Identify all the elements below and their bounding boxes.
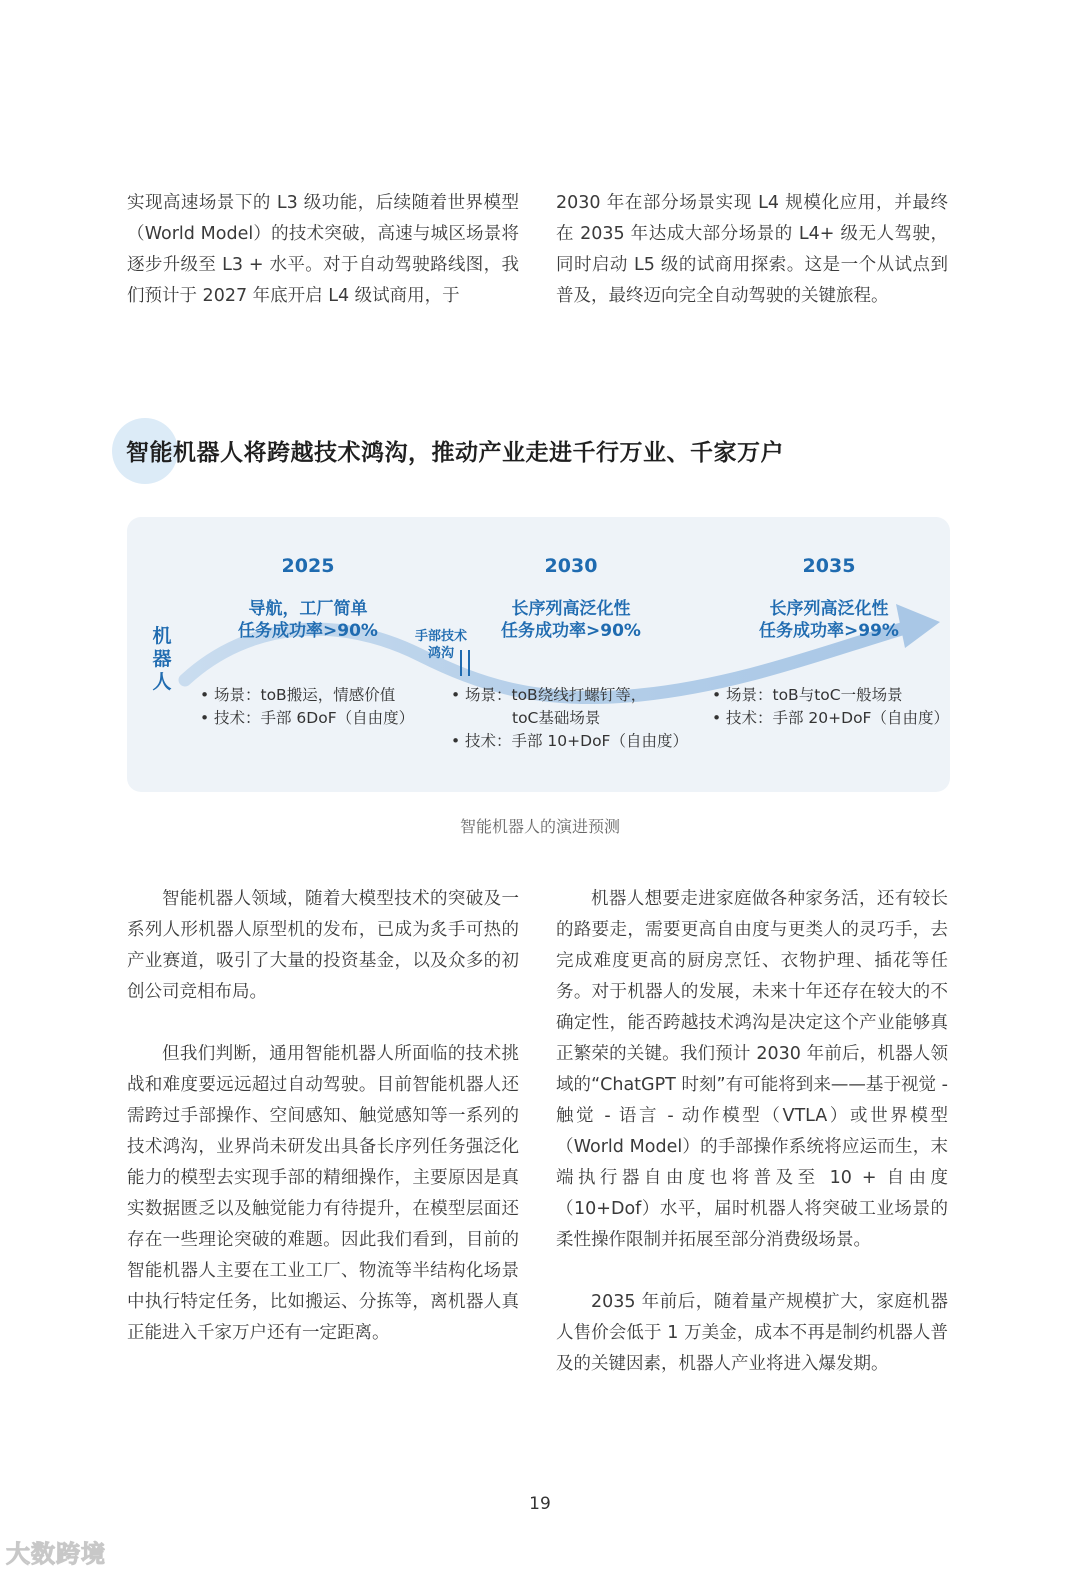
bullets-2030 [451, 684, 688, 753]
goal-2025-line2: 任务成功率>90% [238, 621, 378, 641]
body-right-paragraph-1: 机器人想要走进家庭做各种家务活，还有较长的路要走，需要更高自由度与更类人的灵巧手，去完成难度更高的厨房烹饪、衣物护理、插花等任务。对于机器人的发展，未来十年还存在较大的不确定性，能否跨越技术鸿沟是决定这个产业能够真正繁荣的关键。我们预计 2030 年前后，机器人领域的“ChatGPT 时刻”有可能将到来——基于视觉 - 触觉 - 语言 - 动作模型（VTLA）或世界模型（World Model）的手部操作系统将应运而生，末端执行器自由度也将普及至 10 + 自由度（10+Dof）水平，届时机器人将突破工业场景的柔性操作限制并拓展至部分消费级场景。 [556, 889, 948, 1250]
goal-2035 [759, 598, 899, 642]
body-left-paragraph-2: 但我们判断，通用智能机器人所面临的技术挑战和难度要远远超过自动驾驶。目前智能机器人还需跨过手部操作、空间感知、触觉感知等一系列的技术鸿沟，业界尚未研发出具备长序列任务强泛化能力的模型去实现手部的精细操作，主要原因是真实数据匮乏以及触觉能力有待提升，在模型层面还存在一些理论突破的难题。因此我们看到，目前的智能机器人主要在工业工厂、物流等半结构化场景中执行特定任务，比如搬运、分拣等，离机器人真正能进入千家万户还有一定距离。 [127, 1044, 519, 1343]
year-2035: 2035 [802, 555, 856, 577]
watermark: 大数跨境 [6, 1540, 106, 1568]
gap-label-line1: 手部技术 [414, 629, 468, 644]
body-left-paragraph-1: 智能机器人领域，随着大模型技术的突破及一系列人形机器人原型机的发布，已成为炙手可热的产业赛道，吸引了大量的投资基金，以及众多的初创公司竞相布局。 [127, 889, 519, 1002]
top-paragraph-left: 实现高速场景下的 L3 级功能，后续随着世界模型（World Model）的技术突破，高速与城区场景将逐步升级至 L3 + 水平。对于自动驾驶路线图，我们预计于 2027 年底开启 L4 级试商用，于 [127, 193, 519, 306]
bullets-2035 [712, 684, 949, 730]
tech-2030: • 技术：手部 10+DoF（自由度） [451, 730, 688, 753]
scene-2035: • 场景：toB与toC一般场景 [712, 684, 949, 707]
goal-2030 [501, 598, 641, 642]
tech-2035: • 技术：手部 20+DoF（自由度） [712, 707, 949, 730]
goal-2030-line2: 任务成功率>90% [501, 621, 641, 641]
goal-2035-line1: 长序列高泛化性 [769, 599, 889, 619]
scene-2030: • 场景：toB绕线打螺钉等， [451, 684, 688, 707]
curve-arrowhead [896, 604, 940, 648]
body-right-column [556, 884, 948, 1411]
gap-label-line2: 鸿沟 [427, 646, 455, 661]
tech-2025: • 技术：手部 6DoF（自由度） [200, 707, 414, 730]
figure-caption: 智能机器人的演进预测 [459, 817, 620, 836]
gap-marker-icon [460, 650, 470, 676]
goal-2025 [238, 598, 378, 642]
year-2030: 2030 [544, 555, 598, 577]
body-right-paragraph-2: 2035 年前后，随着量产规模扩大，家庭机器人售价会低于 1 万美金，成本不再是制约机器人普及的关键因素，机器人产业将进入爆发期。 [556, 1292, 948, 1374]
goal-2030-line1: 长序列高泛化性 [511, 599, 631, 619]
page-number: 19 [529, 1494, 551, 1514]
section-heading-text: 智能机器人将跨越技术鸿沟，推动产业走进千行万业、千家万户 [126, 440, 784, 466]
scene-2025: • 场景：toB搬运，情感价值 [200, 684, 414, 707]
scene-2030-cont: toC基础场景 [512, 709, 601, 727]
bullets-2025 [200, 684, 414, 730]
figure-side-label: 机器人 [152, 625, 172, 693]
goal-2035-line2: 任务成功率>99% [759, 621, 899, 641]
top-paragraph-right: 2030 年在部分场景实现 L4 规模化应用，并最终在 2035 年达成大部分场景的 L4+ 级无人驾驶，同时启动 L5 级的试商用探索。这是一个从试点到普及，最终迈向完全自动驾驶的关键旅程。 [556, 193, 948, 306]
body-left-column [127, 884, 519, 1380]
year-2025: 2025 [281, 555, 335, 577]
goal-2025-line1: 导航，工厂简单 [248, 599, 368, 619]
